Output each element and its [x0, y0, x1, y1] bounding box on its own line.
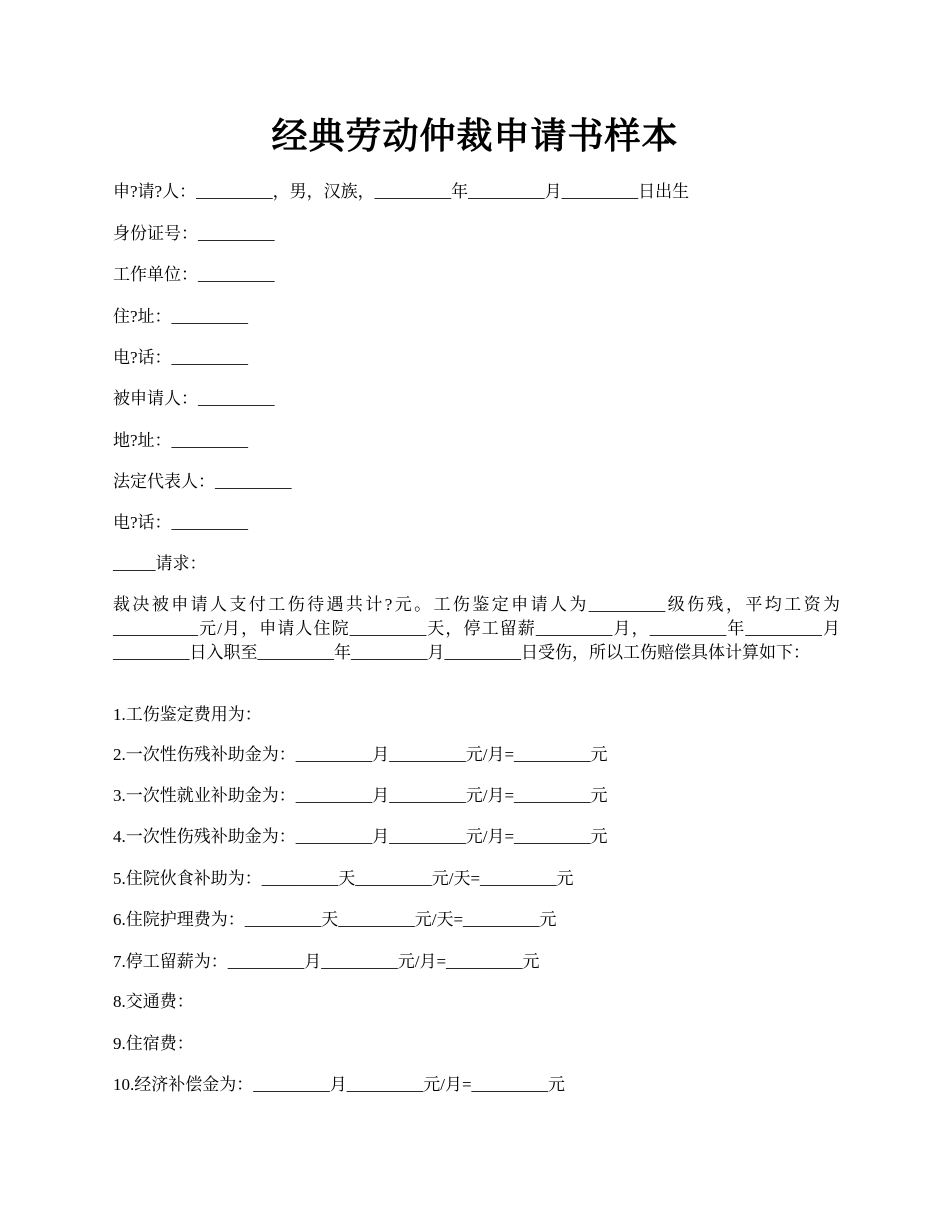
- item-2: 2.一次性伤残补助金为：_________月_________元/月=_________元: [113, 745, 608, 764]
- item-9: 9.住宿费：: [113, 1034, 194, 1053]
- document-title: 经典劳动仲裁申请书样本: [271, 116, 679, 156]
- work-unit-line: 工作单位：_________: [113, 265, 275, 284]
- legal-representative-line: 法定代表人：_________: [113, 472, 292, 491]
- item-4: 4.一次性伤残补助金为：_________月_________元/月=_________元: [113, 827, 608, 846]
- item-6: 6.住院护理费为：_________天_________元/天=_________元: [113, 910, 557, 929]
- phone-line: 电?话：_________: [113, 348, 249, 367]
- item-10: 10.经济补偿金为：_________月_________元/月=_________元: [113, 1075, 566, 1094]
- item-7: 7.停工留薪为：_________月_________元/月=_________元: [113, 952, 540, 971]
- item-1: 1.工伤鉴定费用为：: [113, 705, 262, 724]
- id-number-line: 身份证号：_________: [113, 224, 275, 243]
- request-paragraph: 裁决被申请人支付工伤待遇共计?元。工伤鉴定申请人为_________级伤残，平均工资为__________元/月，申请人住院_________天，停工留薪_________月，_________年_________月_________日入职至_________年_________月_________日受伤，所以工伤赔偿具体计算如下：: [113, 595, 840, 662]
- respondent-line: 被申请人：_________: [113, 389, 275, 408]
- address-line: 住?址：_________: [113, 307, 249, 326]
- respondent-address-line: 地?址：_________: [113, 431, 249, 450]
- applicant-line: 申?请?人：_________，男，汉族，_________年_________月_________日出生: [113, 182, 690, 201]
- item-8: 8.交通费：: [113, 992, 194, 1011]
- request-heading: _____请求：: [113, 554, 207, 573]
- item-3: 3.一次性就业补助金为：_________月_________元/月=_________元: [113, 786, 608, 805]
- item-5: 5.住院伙食补助为：_________天_________元/天=_________元: [113, 869, 574, 888]
- respondent-phone-line: 电?话：_________: [113, 513, 249, 532]
